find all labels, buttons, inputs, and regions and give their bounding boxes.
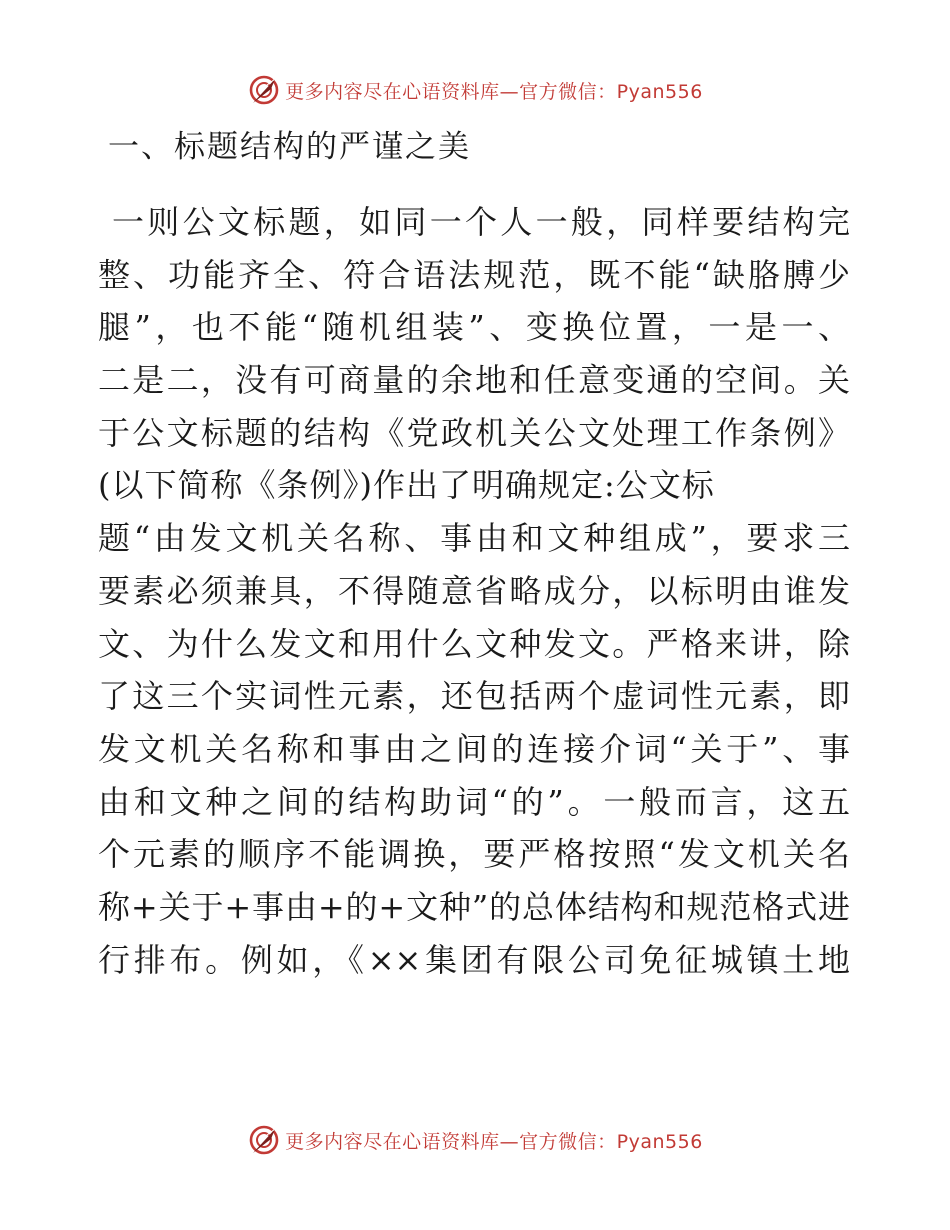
paragraph-line: 个元素的顺序不能调换，要严格按照“发文机关名 [98, 835, 850, 874]
paragraph-line: 一则公文标题，如同一个人一般，同样要结构完 [112, 203, 850, 241]
paragraph-line: 整、功能齐全、符合语法规范，既不能“缺胳膊少 [98, 255, 850, 294]
paragraph-line: 题“由发文机关名称、事由和文种组成”，要求三 [98, 519, 850, 558]
banner-text: 更多内容尽在心语资料库—官方微信：Pyan556 [285, 80, 703, 103]
paragraph-line: 要素必须兼具，不得随意省略成分，以标明由谁发 [98, 571, 850, 610]
section-title: 一、标题结构的严谨之美 [108, 129, 471, 165]
paragraph-line: 行排布。例如，《××集团有限公司免征城镇土地 [98, 940, 850, 979]
body-paragraph [98, 196, 850, 986]
paragraph-line: 文、为什么发文和用什么文种发文。严格来讲，除 [98, 624, 850, 663]
banner-text: 更多内容尽在心语资料库—官方微信：Pyan556 [285, 1130, 703, 1153]
header-banner [0, 70, 950, 110]
paragraph-line: 由和文种之间的结构助词“的”。一般而言，这五 [98, 782, 850, 821]
paragraph-line: 称+关于+事由+的+文种”的总体结构和规范格式进 [98, 887, 850, 926]
footer-banner [0, 1120, 950, 1160]
quill-logo-icon [247, 1123, 281, 1157]
paragraph-line: 二是二，没有可商量的余地和任意变通的空间。关 [98, 361, 850, 400]
quill-logo-icon [247, 73, 281, 107]
paragraph-line: 腿”，也不能“随机组装”、变换位置，一是一、 [98, 308, 850, 347]
paragraph-line: 于公文标题的结构《党政机关公文处理工作条例》 [98, 413, 850, 452]
paragraph-line: 了这三个实词性元素，还包括两个虚词性元素，即 [98, 677, 850, 716]
paragraph-line: 发文机关名称和事由之间的连接介词“关于”、事 [98, 729, 850, 768]
paragraph-line: (以下简称《条例》)作出了明确规定:公文标 [98, 466, 715, 505]
